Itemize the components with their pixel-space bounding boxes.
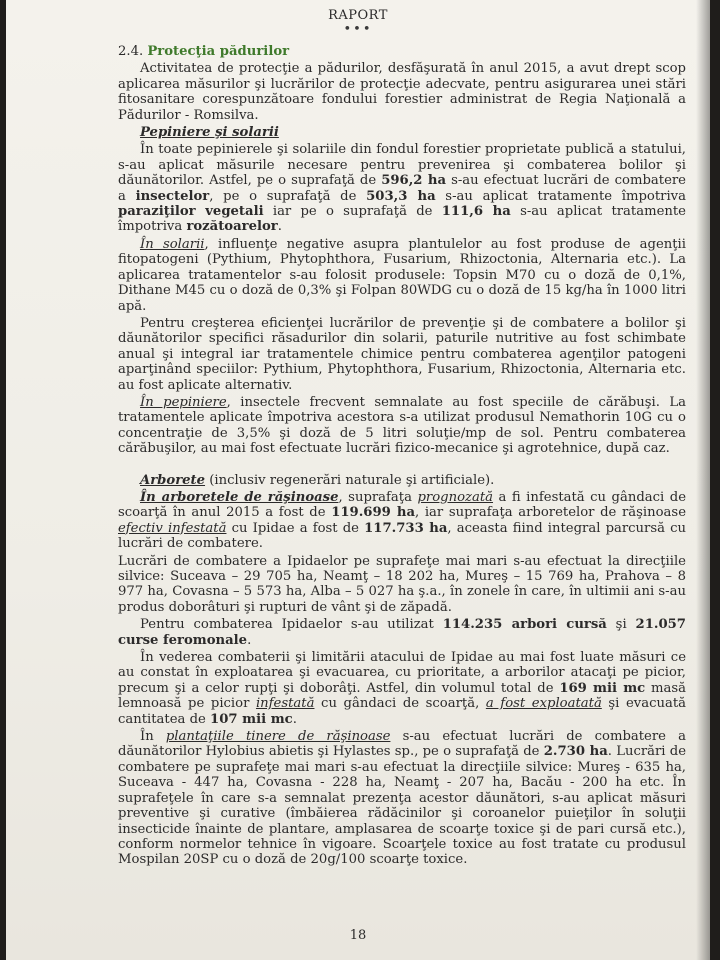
value-2730-ha: 2.730 ha	[543, 744, 608, 760]
text-run: a fi infestată cu gândaci de scoarţă în anul 2015 a fost de	[118, 489, 687, 521]
text-run: , influenţe negative asupra plantulelor au fost produse de agenţii fitopatogeni (Pythium, Phytophthora, Fusarium, Rhizoctonia, Alternaria etc.). La aplicarea tratamentelor s-au folosit produsele: Topsin M70 cu o doză de 0,1%, Dithane M45 cu o doză de 0,3% şi Folpan 80WDG cu o doză de 15 kg/ha în 1000 litri apă.	[118, 236, 686, 314]
solarii-lead: În solarii	[140, 236, 205, 252]
text-run: , iar suprafaţa arboretelor de răşinoase	[415, 505, 686, 521]
text-run: şi evacuată cantitatea de	[118, 696, 686, 727]
text-run: , suprafaţa	[338, 489, 418, 505]
value-111-ha: 111,6 ha	[441, 204, 511, 220]
intro-paragraph: Activitatea de protecţie a pădurilor, desfăşurată în anul 2015, a avut drept scop aplicarea măsurilor şi lucrărilor de protecţie adecvate, pentru asigurarea unei stări fitosanitare corespunzătoare fondului forestier administrat de Regia Naţională a Pădurilor - Romsilva.	[118, 61, 686, 123]
value-pheromone-traps: 21.057 curse feromonale	[118, 617, 686, 648]
nurseries-heading-row	[118, 125, 686, 140]
header-dots: •••	[343, 22, 373, 37]
stands-paragraph-3	[118, 617, 686, 648]
text-run: iar pe o suprafaţă de	[263, 204, 442, 220]
page-edge-shadow	[696, 0, 710, 960]
text-run: , pe o suprafaţă de	[209, 188, 367, 204]
text-run: masă lemnoasă pe picior	[118, 680, 686, 712]
text-run: şi	[606, 617, 636, 633]
nurseries-paragraph-1	[118, 142, 686, 234]
page-content	[118, 44, 686, 870]
text-run: , insectele frecvent semnalate au fost speciile de cărăbuşi. La tratamentele aplicate împotriva acestora s-a utilizat produsul Nemathorin 10G cu o concentraţie de 3,5% şi doză de 5 litri soluţie/mp de sol. Pentru combaterea cărăbuşilor, au mai fost efectuate lucrări fizico-mecanice şi agrotehnice, după caz.	[118, 394, 686, 457]
section-number: 2.4.	[118, 44, 144, 59]
term-parasites: paraziţilor vegetali	[118, 204, 264, 220]
nurseries-paragraph-4	[118, 395, 686, 457]
value-596-ha: 596,2 ha	[381, 173, 447, 189]
stands-paragraph-1	[118, 490, 686, 552]
text-run: s-au aplicat tratamente împotriva	[435, 188, 686, 204]
spacer	[118, 459, 686, 473]
term-forecast: prognozată	[417, 489, 494, 505]
text-run: . Lucrări de combatere pe suprafeţe mai mari s-au efectuat la direcţiile silvice: Mureş - 635 ha, Suceava - 447 ha, Covasna - 228 ha, Neamţ - 207 ha, Bacău - 200 ha etc. În suprafeţele în care s-a semnalat prezenţa acestor dăunători, s-au aplicat măsuri preventive şi curative (îmbăierea rădăcinilor şi coroanelor puieţilor în soluţii insecticide înainte de plantare, amplasarea de scoarţe toxice şi de pari cursă etc.), conform normelor tehnice în vigoare. Scoarţele toxice au fost tratate cu produsul Mospilan 20SP cu o doză de 20g/100 scoarţe toxice.	[118, 744, 686, 868]
text-run: .	[247, 632, 252, 648]
value-107-mii-mc: 107 mii mc	[210, 711, 293, 727]
text-run: s-au aplicat tratamente împotriva	[118, 204, 686, 235]
stands-paragraph-2: Lucrări de combatere a Ipidaelor pe suprafeţe mai mari s-au efectuat la direcţiile silvice: Suceava – 29 705 ha, Neamţ – 18 202 ha, Mureş – 15 769 ha, Prahova – 8 977 ha, Covasna – 5 573 ha, Alba – 5 027 ha ş.a., în zonele în care, în ultimii ani s-au produs doborâturi şi rupturi de vânt şi de zăpadă.	[118, 553, 686, 615]
text-run: s-au efectuat lucrări de combatere a dăunătorilor Hylobius abietis şi Hylastes sp., pe o suprafaţă de	[118, 729, 686, 760]
nurseries-paragraph-2	[118, 237, 686, 314]
stands-heading-rest: (inclusiv regenerări naturale şi artificiale).	[205, 472, 495, 488]
value-119699-ha: 119.699 ha	[331, 505, 415, 521]
nurseries-heading: Pepiniere şi solarii	[140, 125, 279, 141]
value-117733-ha: 117.733 ha	[364, 520, 448, 536]
term-insects: insectelor	[135, 188, 210, 204]
value-503-ha: 503,3 ha	[366, 188, 436, 204]
text-run: .	[277, 219, 282, 235]
section-title-text: Protecţia pădurilor	[147, 44, 290, 59]
text-run: cu Ipidae a fost de	[226, 520, 365, 536]
young-plantations-lead: plantaţiile tinere de răşinoase	[165, 729, 391, 745]
document-page	[6, 0, 710, 960]
value-trap-trees: 114.235 arbori cursă	[442, 617, 607, 633]
term-effectively-infested: efectiv infestată	[118, 520, 227, 536]
term-infested: infestată	[255, 696, 315, 712]
text-run: În vederea combaterii şi limitării atacului de Ipidae au mai fost luate măsuri ce au constat în exploatarea şi evacuarea, cu prioritate, a arborilor atacaţi pe picior, precum şi a celor rupţi şi doborâţi. Astfel, din volumul total de	[118, 650, 686, 696]
term-rodents: rozătoarelor	[186, 219, 278, 235]
pepiniere-lead: În pepiniere	[140, 394, 227, 410]
term-exploited: a fost exploatată	[485, 696, 602, 712]
section-title	[118, 44, 686, 59]
page-number: 18	[349, 928, 367, 943]
stands-heading: Arborete	[140, 472, 206, 488]
stands-paragraph-4	[118, 650, 686, 727]
header-title: RAPORT	[328, 8, 388, 23]
conifer-stands-lead: În arboretele de răşinoase	[140, 489, 339, 505]
text-run: s-au efectuat lucrări de combatere a	[118, 173, 686, 204]
value-169-mii-mc: 169 mii mc	[559, 680, 646, 696]
text-run: În	[140, 729, 166, 745]
stands-heading-row	[118, 473, 686, 488]
stands-paragraph-5	[118, 729, 686, 868]
nurseries-paragraph-3: Pentru creşterea eficienţei lucrărilor de prevenţie şi de combatere a bolilor şi dăunătorilor specifici răsadurilor din solarii, paturile nutritive au fost schimbate anual şi integral iar tratamentele chimice pentru combaterea agenţilor patogeni aparţinând speciilor: Pythium, Phytophthora, Fusarium, Rhizoctonia, Alternaria etc. au fost aplicate alternativ.	[118, 315, 686, 393]
text-run: , aceasta fiind integral parcursă cu lucrări de combatere.	[118, 520, 686, 552]
text-run: Pentru combaterea Ipidaelor s-au utilizat	[140, 617, 443, 633]
text-run: cu gândaci de scoarţă,	[314, 696, 486, 712]
text-run: .	[292, 711, 297, 727]
text-run: În toate pepinierele şi solariile din fondul forestier proprietate publică a statului, s-au aplicat măsurile necesare pentru prevenirea şi combaterea bolilor şi dăunătorilor. Astfel, pe o suprafaţă de	[118, 142, 686, 189]
